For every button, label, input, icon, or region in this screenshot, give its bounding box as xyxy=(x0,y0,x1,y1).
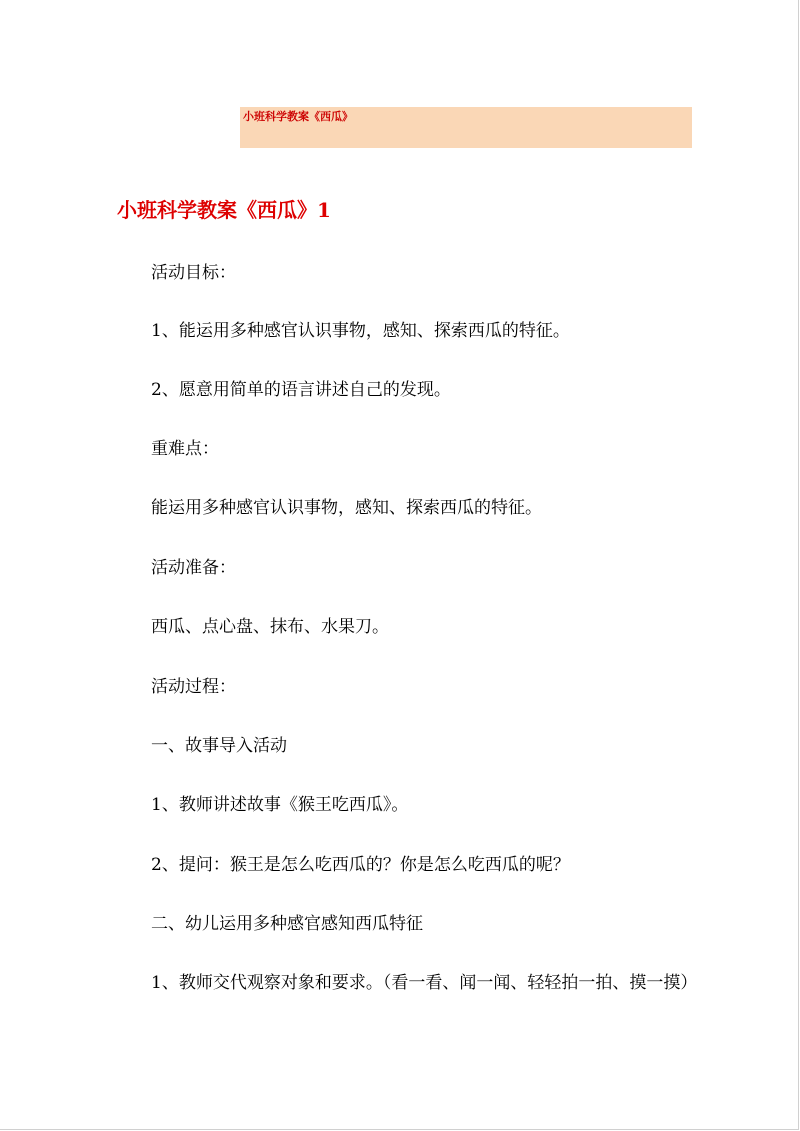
paragraph-objective-1: 1、能运用多种感官认识事物，感知、探索西瓜的特征。 xyxy=(151,321,570,341)
document-title: 小班科学教案《西瓜》1 xyxy=(117,198,331,222)
header-title: 小班科学教案《西瓜》 xyxy=(243,110,353,123)
paragraph-section-1: 一、故事导入活动 xyxy=(151,736,287,756)
paragraph-key-points: 能运用多种感官认识事物，感知、探索西瓜的特征。 xyxy=(151,498,542,518)
paragraph-step-1-2: 2、提问：猴王是怎么吃西瓜的？你是怎么吃西瓜的呢？ xyxy=(151,855,570,875)
paragraph-step-1-1: 1、教师讲述故事《猴王吃西瓜》。 xyxy=(151,795,409,815)
paragraph-key-points-heading: 重难点： xyxy=(151,439,219,459)
header-banner xyxy=(240,107,692,148)
paragraph-preparation-heading: 活动准备： xyxy=(151,558,236,578)
paragraph-objectives-heading: 活动目标： xyxy=(151,263,236,283)
paragraph-section-2: 二、幼儿运用多种感官感知西瓜特征 xyxy=(151,914,423,934)
paragraph-preparation: 西瓜、点心盘、抹布、水果刀。 xyxy=(151,617,389,637)
paragraph-process-heading: 活动过程： xyxy=(151,677,236,697)
paragraph-objective-2: 2、愿意用简单的语言讲述自己的发现。 xyxy=(151,380,451,400)
paragraph-step-2-1: 1、教师交代观察对象和要求。（看一看、闻一闻、轻轻拍一拍、摸一摸） xyxy=(151,973,698,993)
